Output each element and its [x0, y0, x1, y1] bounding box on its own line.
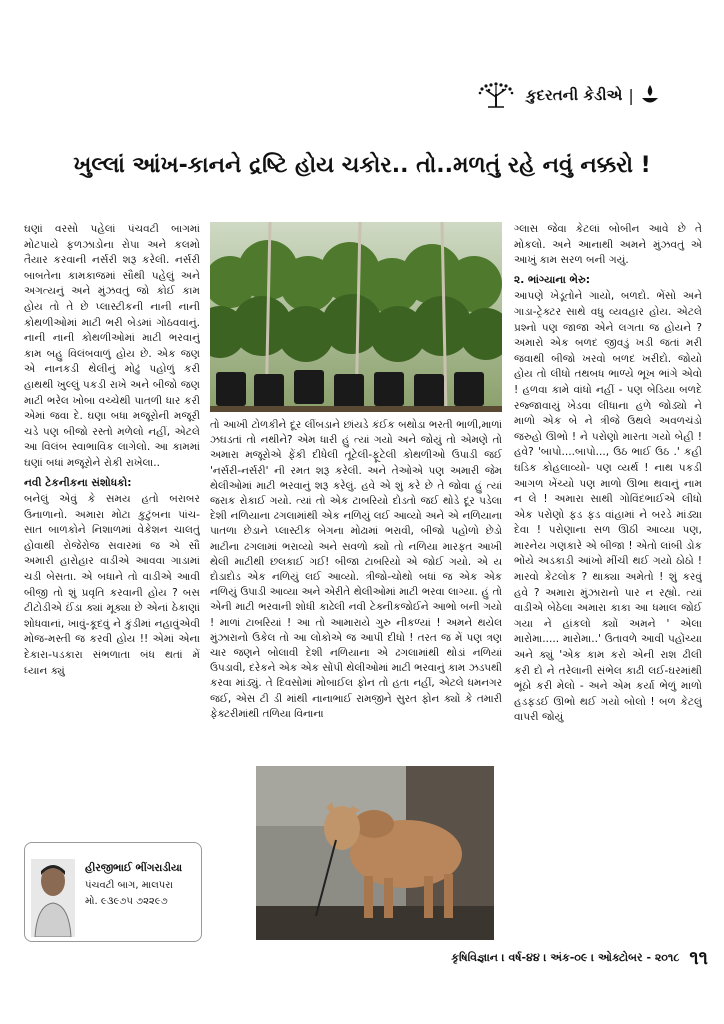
section-separator: |: [628, 85, 634, 105]
column-1: [24, 222, 200, 852]
lamp-icon: [640, 83, 660, 107]
author-phone: મો. ૯૩૯૭૫ ૭૨૨૯૭: [85, 896, 168, 907]
page-number: ૧૧: [689, 947, 708, 969]
author-place: પંચવટી બાગ, માલપરા: [85, 880, 173, 891]
author-avatar: [31, 859, 75, 937]
section-tag: [472, 80, 660, 110]
col3-subheading: ૨. ભાંગ્યાના ભેરુ:: [514, 273, 590, 286]
col3-paragraph-1: ગ્લાસ જેવા કેટલાં બોબીન આવે છે તે મોકલો. અને આનાથી અમને મુંઝવતું એ આખું કામ સરળ બની ગયું.: [514, 223, 702, 267]
col3-paragraph-2: આપણે ખેડૂતોને ગાયો, બળદો. ભેંસો અને ગાડા-ટ્રેક્ટર સાથે વધુ વ્યવહાર હોય. એટલે પ્રશ્નો પણ જાજા એને લગતા જ હોયને ? અમારો એક બળદ જીવડું ખડી જતાં મરી જવાથી બીજો ખરવો બળદ ખરીદો. જોયો હોય તો લીધો તથબધ ભાળ્યે ભૂખ ભાંગે એવો ! હળવા કામે વાંધો નહીં - પણ બેડિયા બળદે રજ્જાવાયું ખેડવા લીધાના હળે જોડ્યો ને માળો એક બે ને ત્રીજે ઉથલે અવળચંડો જરુહો ઊભો ! ને પરોણો મારતા ગયો બેહી ! હવે? 'બાપો....બાપો..., ઉઠ ભાઈ ઉઠ .' કહી ઘડિક કોહલાવ્યો- પણ વ્યર્થ ! નાથ પકડી આગળ ખેંચ્યો પણ માળો ઊભા થવાનું નામ ન લે ! અમારા સાથી ગોવિંદભાઈએ લીધો એક પરોણો ફડ ફડ વાંહામાં ને બરડે માંડ્યા દેવા ! પરોણાના સળ ઊઠી આવ્યા પણ, મારનેય ગણકારે એ બીજા ! એતો લાંબી ડોક ભોંયે અડકાડી આંખો મીંચી થઈ ગયો ઠોઠો ! મારવો કેટલોક ? થાક્યા અમેતો ! શું કરવું હવે ? અમારા મુંઝારાનો પાર ન રહ્યો. ત્યાં વાડીએ બેઠેલા અમારા કાકા આ ધમાલ જોઈ ગયા ને હાંકલો ક્યોં અમને ' એલા મારોમા..... મારોમા..' ઉતાવળે આવી પહોંચ્યા અને ક્યું 'એક કામ કરો એની રાશ ઢીલી કરી દો ને તરેલાની સંભેલ કાઢી લઈ-ઘરમાંથી ભૂંઠો કરી મેલો - અને એમ કર્યા ભેળું માળો હડફડઈ ઊભો થઈ ગયો બોલો ! બળ કેટલું વાપરી જોયું: [514, 290, 702, 724]
column-3: [514, 222, 702, 944]
publication-meta: કૃષિવિજ્ઞાન । વર્ષ-૪૪ । અંક-૦૯ । ઓક્ટોબર - ૨૦૧૮: [451, 951, 680, 964]
page-footer: [392, 946, 708, 970]
cow-photo: [256, 766, 494, 940]
col1-subheading: નવી ટેકનીકના સંશોધકો:: [24, 476, 132, 489]
column-2: [210, 418, 502, 758]
col2-paragraph-1: તો આખી ટોળકીને દૂર લીંબડાને છાંયડે કંઈક બથોડા ભરતી ભાળી,માળાં ઝઘડતાં તો નથીને? એમ ધારી હું ત્યાં ગયો અને જોયું તો એમણે તો અમારા મજૂરોએ ફેંકી દીધેલી તૂટેલી-ફૂટેલી કોથળીઓ ઉપાડી જઈ 'નર્સરી-નર્સરી' ની રમત શરૂ કરેલી. અને તેઓએ પણ અમારી જેમ થેલીઓમાં માટી ભરવાનું શરૂ કરેલું. હવે એ શું કરે છે તે જોવા હું ત્યાં જરાક રોકાઈ ગયો. ત્યાં તો એક ટાબરિયો દોડતો જઈ થોડે દૂર પડેલા દેશી નળિયાના ઢગલામાંથી એક નળિયું લઈ આવ્યો અને એ નળિયાના પાતળા છેડાને પ્લાસ્ટીક બેગના મોઢામાં ભરાવી, બીજો પહોળો છેડો માટીના ઢગલામાં ભરાવ્યો અને સવળો ક્યોં તો નળિયા મારફત આખી થેલી માટીથી છલકાઈ ગઈ! બીજા ટાબરિયો એ જોઈ ગયો. એ ય દોડાદોડ એક નળિયું લઈ આવ્યો. ત્રીજો-ચોથો બધાં જ એક એક નળિયું ઉપાડી આવ્યા અને એરીતે થેલીઓમાં માટી ભરવા લાગ્યા. હું તો એની માટી ભરવાની શોધી કાઢેલી નવી ટેક્નીકજોઈને આભો બની ગયો ! માળાં ટાબરિયાં ! આ તો આમારાયે ગુરુ નીકળ્યાં ! અમને થયેલ મુંઝારાનો ઉકેલ તો આ લોકોએ જ આપી દીધો ! તરત જ મેં પણ ત્રણ ચાર જણને બોલાવી દેશી નળિયાના એ ઢગલામાંથી થોડાં નળિયાં ઉપડાવી, દરેકને એક એક સોંપી થેલીઓમાં માટી ભરવાનું કામ ઝડપથી કરવા માંડ્યું. તે દિવસોમાં મોબાઈલ ફોન તો હતા નહીં, એટલે ધમનગર જઈ, એસ ટી ડી માંથી નાનાભાઈ રામજીને સુરત ફોન ક્યોં કે તમારી ફેક્ટરીમાંથી તળિયા વિનાના: [210, 419, 502, 720]
col1-paragraph-1: ઘણાં વરસો પહેલાં પંચવટી બાગમાં મોટપાયે ફળઝાડોના રોપા અને કલમો તૈયાર કરવાની નર્સરી શરૂ કરેલી. નર્સરી બાબતેના કામકાજમાં સૌથી પહેલું અને અગત્યનું અને મુંઝવતું જો કોઈ કામ હોય તો તે છે પ્લાસ્ટીકની નાની નાની કોથળીઓમાં માટી ભરી બેડમાં ગોઠવવાનું. નાની નાની કોથળીઓમાં માટી ભરવાનું કામ બહુ વિલંબવાળું હોય છે. એક જણ એ નાનકડી થેલીનું મોઢું પહોળું કરી હાથથી ખુલ્લું પકડી રાખે અને બીજો જણ માટી ભરેલ ખોબા વચ્ચેથી પાતળી ધાર કરી એમાં જવા દે. ઘણા બધા મજૂરોની મજૂરી ચડે પણ બીજો રસ્તો મળેલો નહીં, એટલે આ વિલંબ સ્વાભાવિક લાગેલો. આ કામમાં ઘણાં બધાં મજૂરોને રોકી રાખેલા..: [24, 223, 200, 469]
nursery-plants-photo: [210, 222, 502, 412]
author-box: [24, 842, 202, 942]
section-name: કુદરતની કેડીએ: [526, 86, 623, 104]
author-name: હીરજીભાઈ ભીંગરાડીયા: [85, 862, 183, 874]
article-headline: ખુલ્લાં આંખ-કાનને દ્રષ્ટિ હોય ચકોર.. તો..મળતું રહે નવું નક્કરો !: [73, 153, 651, 178]
tree-logo-icon: [472, 82, 520, 108]
col1-paragraph-2: બનેલું એવું કે સમય હતો બરાબર ઉનાળાનો. અમારા મોટા કુટુંબના પાંચ-સાત બાળકોને નિશાળમાં વેકેશન ચાલતું હોવાથી રોજેરોજ સવારમાં જ એ સૌ અમારી હારોહાર વાડીએ આવવા ગાડામાં ચડી બેસતા. એ બધાને તો વાડીએ આવી બીજી તો શું પ્રવૃતિ કરવાની હોય ? બસ ટીટોડીએ ઈંડા ક્યાં મૂક્યા છે એનાં ઠેકાણાં શોધવાનાં, ખાવું-કૂદવું ને કુંડીમાં નહાવુંએવી મોજ-મસ્તી જ કરવી હોય !! એમાં એના દેકારા-પડકારા સંભળાતા બંધ થતાં મેં ધ્યાન ક્યું: [24, 493, 200, 677]
